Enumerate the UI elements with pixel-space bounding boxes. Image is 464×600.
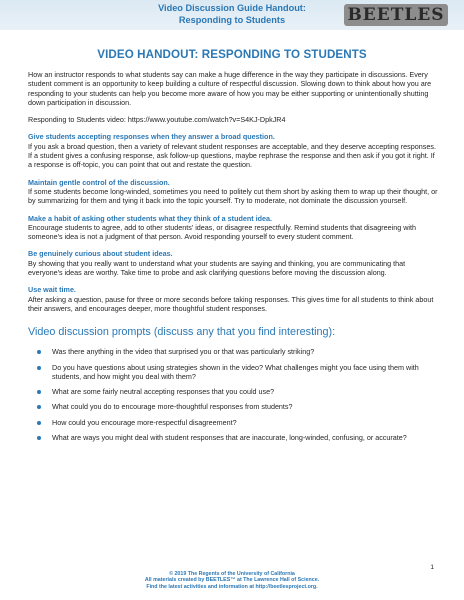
header-title-line1: Video Discussion Guide Handout: — [158, 3, 306, 13]
list-item — [28, 433, 438, 442]
footer — [0, 571, 464, 590]
list-item — [28, 402, 438, 411]
prompt-text: Was there anything in the video that surprised you or that was particularly striking? — [52, 347, 315, 357]
section-body: After asking a question, pause for three or more seconds before taking responses. This gives time for all students to think about their answers, and encourages deeper, more thoughtful student responses. — [28, 294, 434, 313]
prompts-heading: Video discussion prompts (discuss any that you find interesting): — [28, 326, 336, 339]
document-body — [28, 70, 438, 448]
section-heading: Make a habit of asking other students what they think of a student idea. — [28, 213, 273, 223]
header-title — [148, 3, 316, 26]
prompt-text: Do you have questions about using strategies shown in the video? What challenges might you face using them with students, and how might you deal with them? — [52, 362, 419, 381]
prompt-text: How could you encourage more-respectful disagreement? — [52, 417, 237, 427]
section-accepting-responses — [28, 132, 438, 169]
section-heading: Maintain gentle control of the discussion. — [28, 177, 170, 187]
section-body: By showing that you really want to understand what your students are saying and thinking, you are communicating that everyone's ideas are worthy. Take time to probe and ask clarifying questions before moving the discussion along. — [28, 258, 406, 278]
footer-copyright: © 2019 The Regents of the University of California — [169, 571, 295, 577]
section-body: If some students become long-winded, sometimes you need to politely cut them short by asking them to wrap up their thought, or by summarizing for them and tying it back into the topic yourself. Try to moderate, not dominate the discussion yourself. — [28, 186, 438, 206]
logo-text: BEETLES — [347, 5, 445, 25]
video-link[interactable]: Responding to Students video: https://www.youtube.com/watch?v=S4KJ-DpkJR4 — [28, 115, 286, 125]
section-heading: Give students accepting responses when they answer a broad question. — [28, 132, 275, 142]
section-heading: Be genuinely curious about student ideas. — [28, 249, 173, 259]
prompts-list — [28, 347, 438, 442]
prompt-text: What could you do to encourage more-thoughtful responses from students? — [52, 402, 293, 412]
prompt-text: What are some fairly neutral accepting responses that you could use? — [52, 387, 275, 397]
section-ask-other-students — [28, 214, 438, 242]
bullet-icon — [37, 405, 41, 409]
header-title-line2: Responding to Students — [178, 14, 286, 25]
list-item — [28, 387, 438, 396]
bullet-icon — [37, 350, 41, 354]
section-body: Encourage students to agree, add to other students' ideas, or disagree respectfully. Remind students that disagreeing with someone's idea is not a judgment of that person. Avoid responding yourself to every student comment. — [28, 222, 416, 242]
footer-link[interactable]: Find the latest activities and information at http://beetlesproject.org. — [146, 583, 318, 590]
bullet-icon — [37, 421, 41, 425]
list-item — [28, 347, 438, 356]
footer-credit: All materials created by BEETLES™ at The Lawrence Hall of Science. — [144, 577, 320, 584]
bullet-icon — [37, 366, 41, 370]
section-gentle-control — [28, 178, 438, 206]
section-heading: Use wait time. — [28, 285, 76, 295]
prompt-text: What are ways you might deal with student responses that are inaccurate, long-winded, confusing, or accurate? — [52, 433, 407, 443]
bullet-icon — [37, 390, 41, 394]
intro-paragraph: How an instructor responds to what students say can make a huge difference in the way they participate in discussions. Every student comment is an opportunity to keep building a culture of respectful discussion. Slowing down to think about how you are responding to your students can help you become more aware of how you may be either supporting or unintentionally shutting down participation in discussion. — [28, 70, 432, 107]
beetles-logo — [344, 4, 448, 26]
page-title: VIDEO HANDOUT: RESPONDING TO STUDENTS — [97, 48, 367, 61]
bullet-icon — [37, 436, 41, 440]
section-be-curious — [28, 249, 438, 277]
page-number: 1 — [430, 564, 434, 571]
list-item — [28, 418, 438, 427]
section-wait-time — [28, 285, 438, 313]
list-item — [28, 363, 438, 382]
section-body: If you ask a broad question, then a variety of relevant student responses are acceptable, and they deserve accepting responses. If a student gives a confusing response, ask follow-up questions, maybe rephrase the response and then ask if you got it right. If a response is off-topic, you can point that out and restate the question. — [28, 141, 436, 170]
